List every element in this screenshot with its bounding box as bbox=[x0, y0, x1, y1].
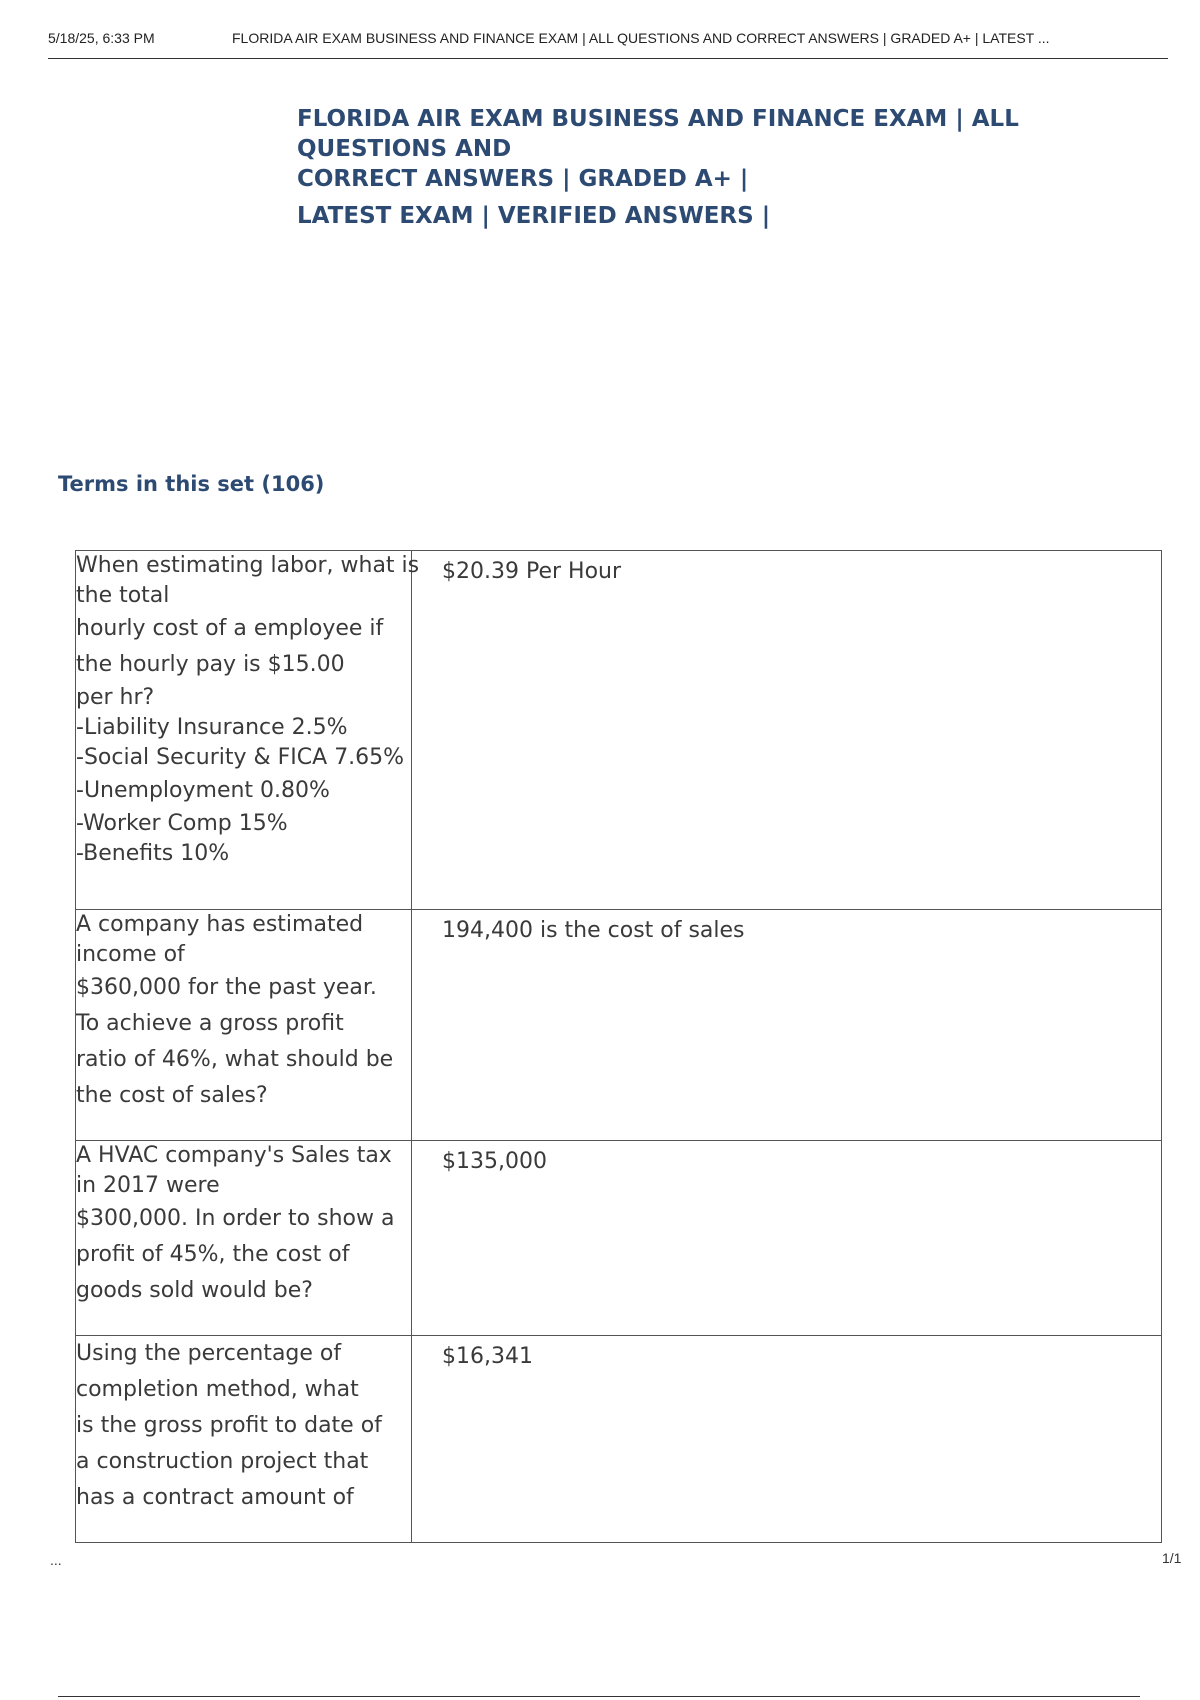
term-line: $300,000. In order to show a bbox=[76, 1206, 395, 1231]
term-line: A HVAC company's Sales tax bbox=[76, 1143, 392, 1168]
term-line: -Liability Insurance 2.5% bbox=[76, 715, 348, 740]
definition-cell bbox=[412, 1141, 1162, 1336]
term-line: a construction project that bbox=[76, 1449, 369, 1474]
term-cell bbox=[76, 551, 420, 910]
term-line: the hourly pay is $15.00 bbox=[76, 652, 345, 677]
term-line: goods sold would be? bbox=[76, 1278, 313, 1303]
terms-heading: Terms in this set (106) bbox=[58, 472, 325, 496]
print-header bbox=[48, 28, 1168, 59]
term-line: $360,000 for the past year. bbox=[76, 975, 377, 1000]
term-cell bbox=[76, 1141, 412, 1336]
document-title-line-2: CORRECT ANSWERS | GRADED A+ | bbox=[297, 166, 749, 192]
term-line: When estimating labor, what is bbox=[76, 553, 420, 578]
print-date: 5/18/25, 6:33 PM bbox=[48, 30, 155, 46]
term-line: -Social Security & FICA 7.65% bbox=[76, 745, 405, 770]
terms-table bbox=[75, 550, 1162, 1543]
definition-text: 194,400 is the cost of sales bbox=[442, 918, 745, 943]
document-title-line-3: LATEST EXAM | VERIFIED ANSWERS | bbox=[297, 203, 771, 229]
term-line: A company has estimated bbox=[76, 912, 364, 937]
print-footer-url: ... bbox=[50, 1552, 62, 1568]
table-row bbox=[76, 1336, 1162, 1543]
term-line: in 2017 were bbox=[76, 1173, 220, 1198]
bottom-divider bbox=[58, 1696, 1140, 1697]
term-line: the cost of sales? bbox=[76, 1083, 268, 1108]
definition-text: $20.39 Per Hour bbox=[442, 559, 622, 584]
term-line: -Unemployment 0.80% bbox=[76, 778, 330, 803]
term-cell bbox=[76, 1336, 412, 1543]
table-row bbox=[76, 910, 1162, 1141]
term-line: is the gross profit to date of bbox=[76, 1413, 382, 1438]
term-line: Using the percentage of bbox=[76, 1341, 342, 1366]
document-title bbox=[297, 104, 1157, 231]
term-line: To achieve a gross profit bbox=[76, 1011, 344, 1036]
page-number: 1/1 bbox=[1162, 1550, 1182, 1566]
print-header-title: FLORIDA AIR EXAM BUSINESS AND FINANCE EXAM | ALL QUESTIONS AND CORRECT ANSWERS | GRADED A+ | LATEST ... bbox=[232, 30, 1050, 46]
definition-cell bbox=[412, 910, 1162, 1141]
table-row bbox=[76, 1141, 1162, 1336]
term-line: income of bbox=[76, 942, 185, 967]
term-line: -Benefits 10% bbox=[76, 841, 230, 866]
definition-cell bbox=[412, 1336, 1162, 1543]
term-line: -Worker Comp 15% bbox=[76, 811, 288, 836]
definition-text: $16,341 bbox=[442, 1344, 533, 1369]
term-cell bbox=[76, 910, 412, 1141]
definition-cell bbox=[412, 551, 1162, 910]
term-line: the total bbox=[76, 583, 170, 608]
term-line: per hr? bbox=[76, 685, 155, 710]
document-title-line-1: FLORIDA AIR EXAM BUSINESS AND FINANCE EXAM | ALL QUESTIONS AND bbox=[297, 106, 1019, 162]
term-line: completion method, what bbox=[76, 1377, 359, 1402]
term-line: profit of 45%, the cost of bbox=[76, 1242, 350, 1267]
term-line: has a contract amount of bbox=[76, 1485, 354, 1510]
term-line: hourly cost of a employee if bbox=[76, 616, 384, 641]
table-row bbox=[76, 551, 1162, 910]
definition-text: $135,000 bbox=[442, 1149, 547, 1174]
term-line: ratio of 46%, what should be bbox=[76, 1047, 394, 1072]
